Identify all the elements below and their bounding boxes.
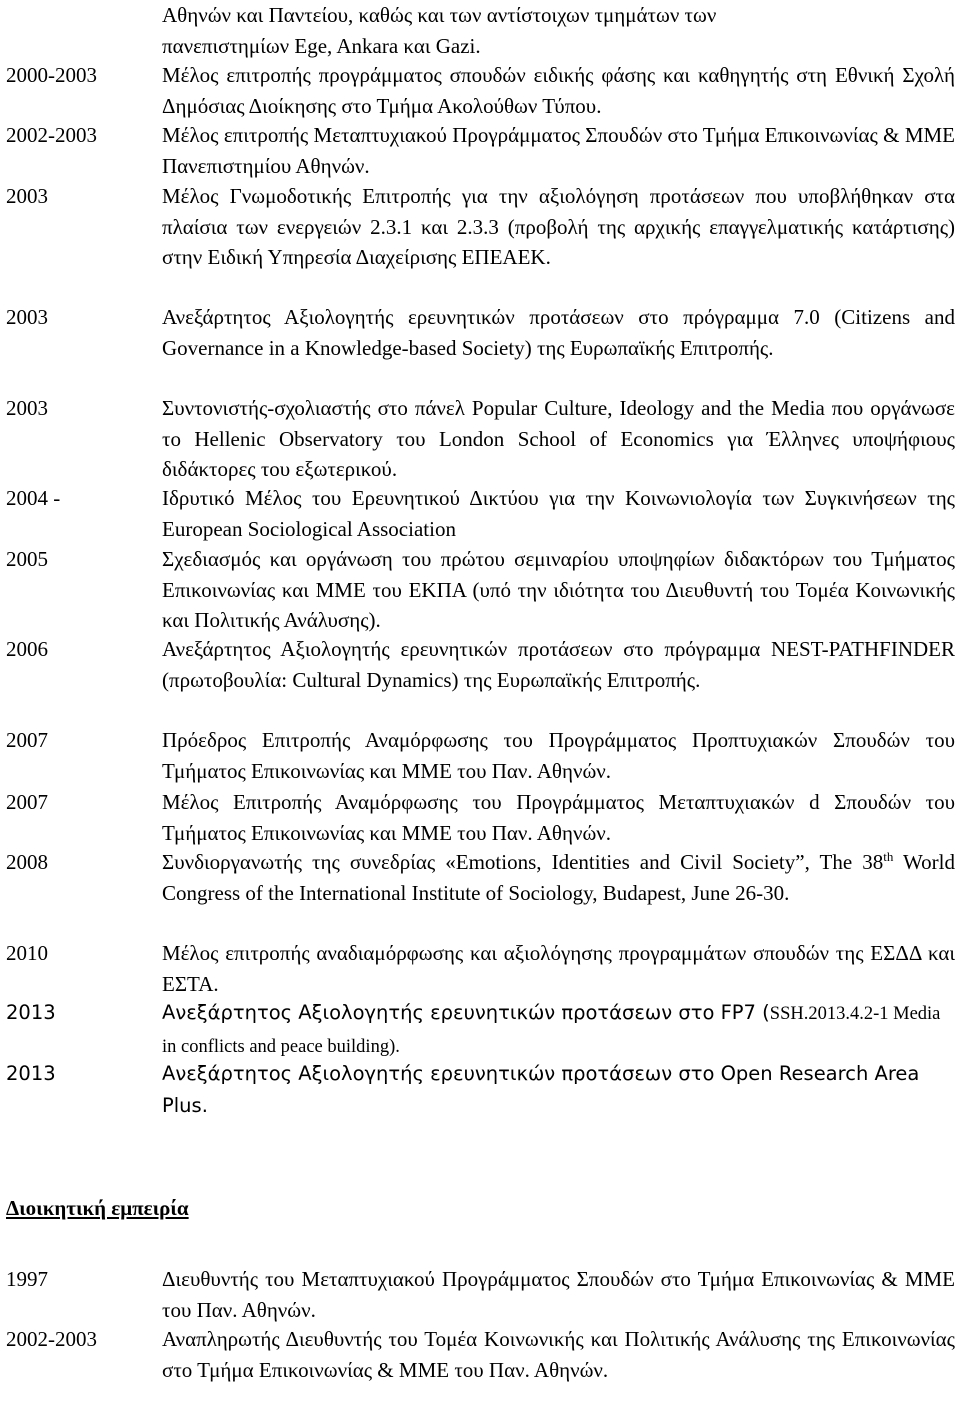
entry-year: 2008: [6, 850, 48, 874]
entry-text: Ιδρυτικό Μέλος του Ερευνητικού Δικτύου για την Κοινωνιολογία των Συγκινήσεων της European Sociological Association: [162, 486, 955, 541]
entry-2003-epeaek: [0, 181, 958, 273]
entry-year: 2003: [6, 184, 48, 208]
section-heading: Διοικητική εμπειρία: [6, 1196, 189, 1220]
entry-text: Μέλος επιτροπής αναδιαμόρφωσης και αξιολόγησης προγραμμάτων σπουδών της ΕΣΔΔ και ΕΣΤΑ.: [162, 941, 955, 996]
entry-2006: [0, 634, 958, 695]
intro-line-1: Αθηνών και Παντείου, καθώς και των αντίστοιχων τμημάτων των: [162, 3, 717, 27]
entry-year: 2002-2003: [6, 123, 97, 147]
entry-year: 2004 -: [6, 486, 61, 510]
intro-line-2: πανεπιστημίων Ege, Ankara και Gazi.: [162, 33, 481, 58]
entry-text-part: Συνδιοργανωτής της συνεδρίας «Emotions, Identities and Civil Society”, The 38: [162, 850, 884, 874]
entry-text: Συντονιστής-σχολιαστής στο πάνελ Popular Culture, Ideology and the Media που οργάνωσε το Hellenic Observatory του London School of Economics για Έλληνες υποψήφιους διδάκτορες του εξωτερικού.: [162, 396, 955, 481]
admin-entry-2002-2003: [0, 1324, 958, 1385]
entry-year: 2013: [6, 1062, 56, 1085]
entry-year: 2006: [6, 637, 48, 661]
entry-year: 2005: [6, 547, 48, 571]
entry-2004: [0, 483, 958, 544]
entry-year: 2007: [6, 790, 48, 814]
entry-text: Ανεξάρτητος Αξιολογητής ερευνητικών προτάσεων στο Open Research Area Plus.: [162, 1062, 920, 1117]
entry-2010: [0, 938, 958, 999]
intro-continuation: [0, 0, 958, 61]
entry-2005: [0, 544, 958, 636]
entry-year: 2003: [6, 396, 48, 420]
entry-year: 2013: [6, 1001, 56, 1024]
entry-year: 2010: [6, 941, 48, 965]
entry-text-part: SSH.2013.4.2-1 Media in conflicts and peace building).: [162, 1004, 941, 1057]
entry-text: Ανεξάρτητος Αξιολογητής ερευνητικών προτάσεων στο πρόγραμμα 7.0 (Citizens and Governance in a Knowledge-based Society) της Ευρωπαϊκής Επιτροπής.: [162, 305, 955, 360]
entry-2007-postgrad: [0, 787, 958, 848]
entry-text: Μέλος Γνωμοδοτικής Επιτροπής για την αξιολόγηση προτάσεων που υποβλήθηκαν στα πλαίσια των ενεργειών 2.3.1 και 2.3.3 (προβολή της αρχικής επαγγελματικής κατάρτισης) στην Ειδική Υπηρεσία Διαχείρισης ΕΠΕΑΕΚ.: [162, 184, 955, 269]
entry-2013-fp7: [0, 997, 958, 1063]
entry-2003-panel: [0, 393, 958, 485]
entry-text-part: Ανεξάρτητος Αξιολογητής ερευνητικών προτάσεων στο FP7 (: [162, 1001, 770, 1024]
entry-2000-2003: [0, 60, 958, 121]
ordinal-suffix: th: [883, 849, 894, 864]
entry-year: 1997: [6, 1267, 48, 1291]
entry-text: Διευθυντής του Μεταπτυχιακού Προγράμματος Σπουδών στο Τμήμα Επικοινωνίας & ΜΜΕ του Παν. Αθηνών.: [162, 1267, 955, 1322]
entry-year: 2002-2003: [6, 1327, 97, 1351]
entry-2013-ora: [0, 1058, 958, 1122]
entry-text: [162, 847, 955, 908]
entry-text: Μέλος επιτροπής Μεταπτυχιακού Προγράμματος Σπουδών στο Τμήμα Επικοινωνίας & ΜΜΕ Πανεπιστημίου Αθηνών.: [162, 123, 955, 178]
entry-year: 2007: [6, 728, 48, 752]
entry-text: Πρόεδρος Επιτροπής Αναμόρφωσης του Προγράμματος Προπτυχιακών Σπουδών του Τμήματος Επικοινωνίας και ΜΜΕ του Παν. Αθηνών.: [162, 728, 955, 783]
admin-entry-1997: [0, 1264, 958, 1325]
entry-2002-2003: [0, 120, 958, 181]
entry-text: [162, 997, 955, 1063]
entry-text-part: World Congress of the International Institute of Sociology, Budapest, June 26-30.: [162, 850, 955, 905]
entry-2003-evaluator: [0, 302, 958, 363]
entry-text: Σχεδιασμός και οργάνωση του πρώτου σεμιναρίου υποψηφίων διδακτόρων του Τμήματος Επικοινωνίας και ΜΜΕ του ΕΚΠΑ (υπό την ιδιότητα του Διευθυντή του Τομέα Κοινωνικής και Πολιτικής Ανάλυσης).: [162, 547, 955, 632]
entry-2007-undergrad: [0, 725, 958, 786]
entry-year: 2003: [6, 305, 48, 329]
entry-text: Μέλος επιτροπής προγράμματος σπουδών ειδικής φάσης και καθηγητής στη Εθνική Σχολή Δημόσιας Διοίκησης στο Τμήμα Ακολούθων Τύπου.: [162, 63, 955, 118]
entry-2008: [0, 847, 958, 908]
entry-text: Ανεξάρτητος Αξιολογητής ερευνητικών προτάσεων στο πρόγραμμα NEST-PATHFINDER (πρωτοβουλία: Cultural Dynamics) της Ευρωπαϊκής Επιτροπής.: [162, 637, 955, 692]
entry-text: Αναπληρωτής Διευθυντής του Τομέα Κοινωνικής και Πολιτικής Ανάλυσης της Επικοινωνίας στο Τμήμα Επικοινωνίας & ΜΜΕ του Παν. Αθηνών.: [162, 1327, 955, 1382]
entry-text: Μέλος Επιτροπής Αναμόρφωσης του Προγράμματος Μεταπτυχιακών d Σπουδών του Τμήματος Επικοινωνίας και ΜΜΕ του Παν. Αθηνών.: [162, 790, 955, 845]
entry-year: 2000-2003: [6, 63, 97, 87]
